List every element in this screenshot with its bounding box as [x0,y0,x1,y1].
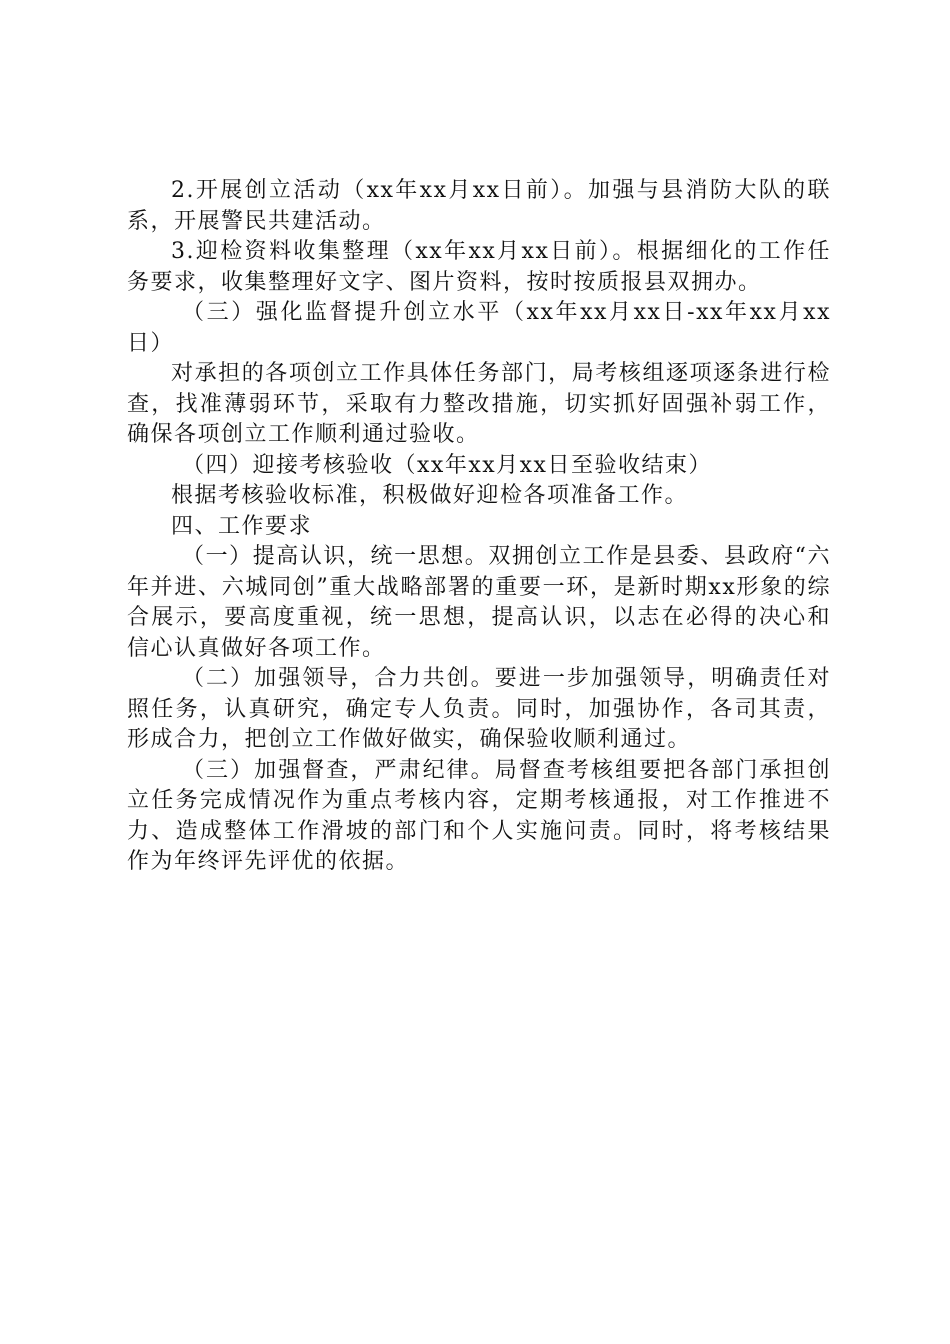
heading-work-requirements: 四、工作要求 [171,513,313,539]
paragraph-activity: 2.开展创立活动（xx年xx月xx日前）。加强与县消防大队的联系，开展警民共建活动。 [127,178,831,234]
paragraph-awareness: （一）提高认识，统一思想。双拥创立工作是县委、县政府“六年并进、六城同创”重大战略部署的重要一环，是新时期xx形象的综合展示，要高度重视，统一思想，提高认识，以志在必得的决心和信心认真做好各项工作。 [127,544,831,661]
section-heading-acceptance: （四）迎接考核验收（xx年xx月xx日至验收结束） [182,452,712,478]
paragraph-leadership: （二）加强领导，合力共创。要进一步加强领导，明确责任对照任务，认真研究，确定专人负责。同时，加强协作，各司其责，形成合力，把创立工作做好做实，确保验收顺利通过。 [127,666,831,752]
paragraph-preparation: 根据考核验收标准，积极做好迎检各项准备工作。 [171,483,689,508]
section-heading-supervision: （三）强化监督提升创立水平（xx年xx月xx日-xx年xx月xx日） [127,300,831,356]
paragraph-inspection: 对承担的各项创立工作具体任务部门，局考核组逐项逐条进行检查，找准薄弱环节，采取有力整改措施，切实抓好固强补弱工作，确保各项创立工作顺利通过验收。 [127,361,831,447]
paragraph-discipline: （三）加强督查，严肃纪律。局督查考核组要把各部门承担创立任务完成情况作为重点考核内容，定期考核通报，对工作推进不力、造成整体工作滑坡的部门和个人实施问责。同时，将考核结果作为年终评先评优的依据。 [127,757,831,874]
paragraph-materials: 3.迎检资料收集整理（xx年xx月xx日前）。根据细化的工作任务要求，收集整理好文字、图片资料，按时按质报县双拥办。 [127,239,831,295]
document-body [127,176,831,878]
